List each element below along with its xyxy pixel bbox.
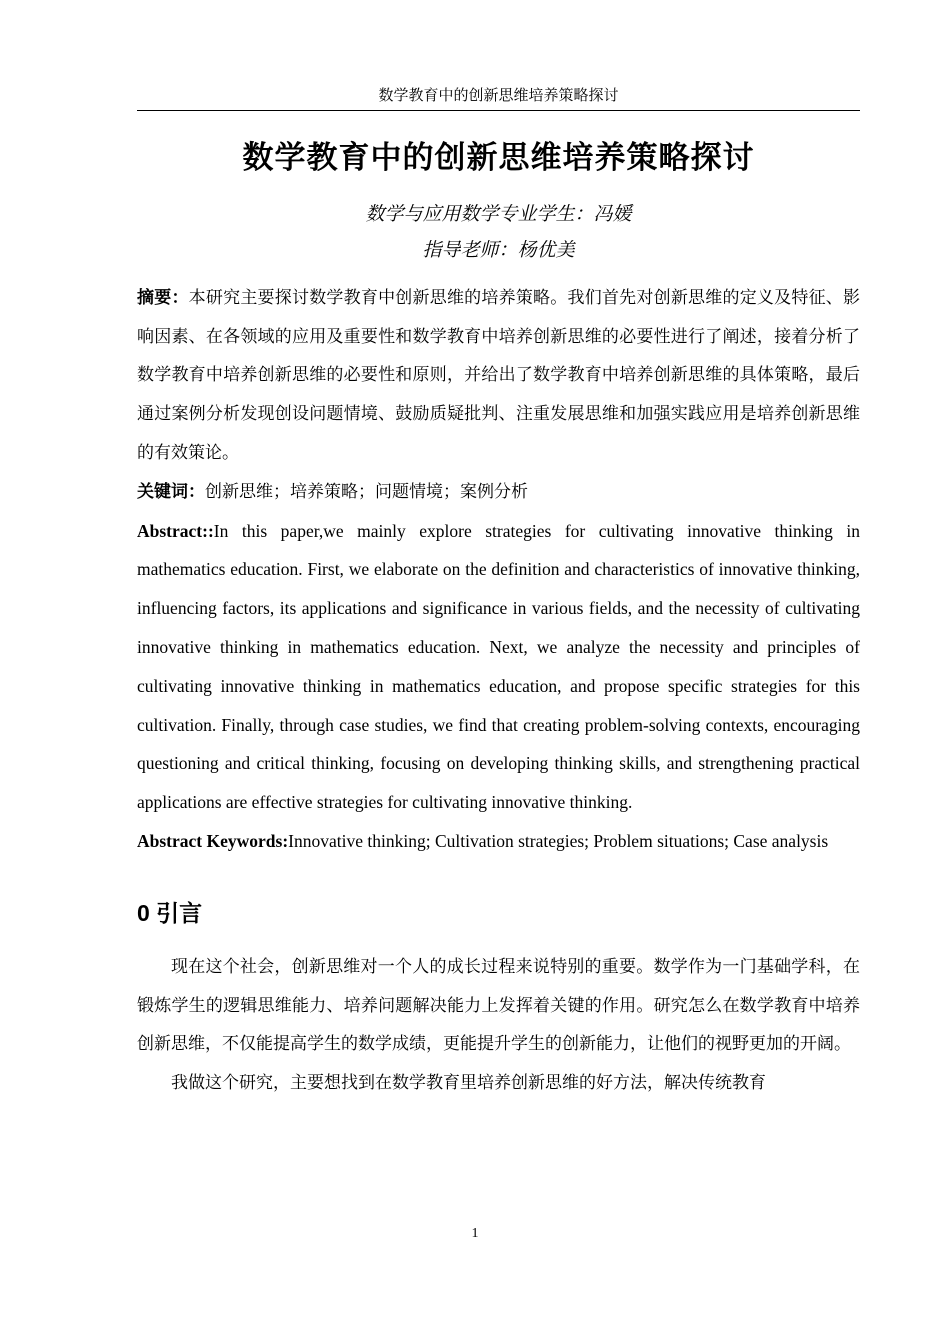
abstract-cn-text: 本研究主要探讨数学教育中创新思维的培养策略。我们首先对创新思维的定义及特征、影响因素、在各领域的应用及重要性和数学教育中培养创新思维的必要性进行了阐述，接着分析了数学教育中培养创新思维的必要性和原则，并给出了数学教育中培养创新思维的具体策略，最后通过案例分析发现创设问题情境、鼓励质疑批判、注重发展思维和加强实践应用是培养创新思维的有效策论。 [137,287,861,462]
keywords-en-line [137,822,860,861]
keywords-cn-line [137,473,860,512]
keywords-en-text: Innovative thinking; Cultivation strategies; Problem situations; Case analysis [288,830,829,851]
abstract-en-paragraph [137,512,860,822]
section-heading-introduction: 0 引言 [137,899,203,926]
body-paragraph: 现在这个社会，创新思维对一个人的成长过程来说特别的重要。数学作为一门基础学科，在锻炼学生的逻辑思维能力、培养问题解决能力上发挥着关键的作用。研究怎么在数学教育中培养创新思维，不仅能提高学生的数学成绩，更能提升学生的创新能力，让他们的视野更加的开阔。 [137,956,860,1054]
abstract-cn-paragraph [137,279,860,473]
author-line: 数学与应用数学专业学生：冯媛 [365,203,632,225]
advisor-line: 指导老师：杨优美 [422,239,575,261]
abstract-en-text: In this paper,we mainly explore strategies for cultivating innovative thinking in mathematics education. First, we elaborate on the definition and characteristics of innovative thinking, influencing factors, its applications and significance in various fields, and the necessity of cultivating innovative thinking in mathematics education. Next, we analyze the necessity and principles of cultivating innovative thinking in mathematics education, and propose specific strategies for this cultivation. Finally, through case studies, we find that creating problem-solving contexts, encouraging questioning and critical thinking, focusing on developing thinking skills, and strengthening practical applications are effective strategies for cultivating innovative thinking. [137,520,860,813]
page-title: 数学教育中的创新思维培养策略探讨 [242,140,755,175]
keywords-cn-text: 创新思维；培养策略；问题情境；案例分析 [205,481,528,501]
keywords-en-label: Abstract Keywords: [137,830,289,851]
keywords-cn-label: 关键词： [137,481,205,501]
running-header: 数学教育中的创新思维培养策略探讨 [137,86,860,111]
page-number: 1 [471,1226,479,1241]
body-paragraph: 我做这个研究，主要想找到在数学教育里培养创新思维的好方法，解决传统教育 [171,1073,766,1093]
abstract-cn-label: 摘要： [137,287,189,307]
abstract-en-label: Abstract:: [137,520,214,541]
